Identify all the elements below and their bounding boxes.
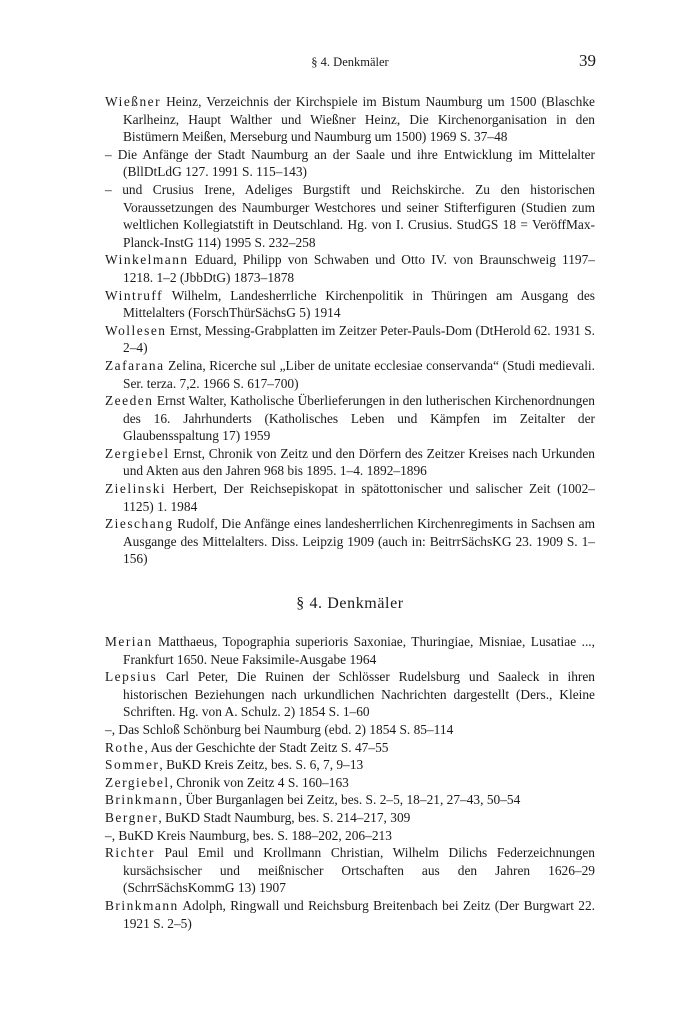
section-heading: § 4. Denkmäler: [296, 595, 404, 612]
entry-dash: –: [105, 146, 112, 162]
entry-text: Ernst, Chronik von Zeitz und den Dörfern des Zeitzer Kreises nach Urkunden und Akten aus den Jahren 968 bis 1895. 1–4. 1892–1896: [123, 445, 595, 479]
entry-dash: –: [105, 181, 112, 197]
entry-text: Rudolf, Die Anfänge eines landesherrlichen Kirchenregiments in Sachsen am Ausgange des Mittelalters. Diss. Leipzig 1909 (auch in: BeitrrSächsKG 23. 1909 S. 1–156): [123, 516, 595, 567]
entry-text: Ernst, Messing-Grabplatten im Zeitzer Peter-Pauls-Dom (DtHerold 62. 1931 S. 2–4): [123, 322, 595, 356]
running-head: [0, 53, 700, 73]
entry-text: Ernst Walter, Katholische Überlieferungen in den lutherischen Kirchenordnungen des 16. Jahrhunderts (Katholisches Leben und Kämpfen im Zeitalter der Glaubensspaltung 17) 1959: [123, 393, 595, 444]
bibliography-entry: [105, 392, 595, 445]
entry-author: Wintruff: [105, 287, 164, 303]
entry-text: , Chronik von Zeitz 4 S. 160–163: [169, 774, 349, 790]
bibliography-entry: [105, 181, 595, 251]
entry-author: Rothe: [105, 739, 145, 755]
bibliography-entry: [105, 515, 595, 568]
entry-text: Herbert, Der Reichsepiskopat in spätottonischer und salischer Zeit (1002–1125) 1. 1984: [123, 481, 595, 514]
bibliography-list-upper: [105, 93, 595, 568]
entry-text: , Das Schloß Schönburg bei Naumburg (ebd. 2) 1854 S. 85–114: [111, 721, 454, 737]
entry-author: Zeeden: [105, 393, 154, 409]
bibliography-entry: [105, 633, 595, 668]
bibliography-entry: [105, 809, 595, 827]
entry-text: Wilhelm, Landesherrliche Kirchenpolitik in Thüringen am Ausgang des Mittelalters (ForschThürSächsG 5) 1914: [123, 287, 595, 321]
entry-text: Heinz, Verzeichnis der Kirchspiele im Bistum Naumburg um 1500 (Blaschke Karlheinz, Haupt Walther und Wießner Heinz, Die Kirchenorganisation in den Bistümern Meißen, Merseburg und Naumburg um 1500) 1969 S. 37–48: [123, 94, 595, 145]
bibliography-entry: [105, 251, 595, 286]
entry-author: Zieschang: [105, 516, 174, 532]
bibliography-entry: [105, 445, 595, 480]
bibliography-entry: [105, 791, 595, 809]
page-number: 39: [579, 51, 596, 70]
entry-author: Wollesen: [105, 322, 167, 338]
bibliography-entry: [105, 668, 595, 721]
entry-author: Richter: [105, 845, 155, 861]
entry-text: Zelina, Ricerche sul „Liber de unitate ecclesiae conservanda“ (Studi medievali. Ser. terza. 7,2. 1966 S. 617–700): [123, 357, 595, 391]
bibliography-entry: [105, 357, 595, 392]
bibliography-entry: [105, 756, 595, 774]
entry-author: Zergiebel: [105, 445, 170, 461]
entry-dash: –: [105, 721, 112, 737]
entry-dash: –: [105, 827, 112, 843]
entry-author: Zafarana: [105, 357, 165, 373]
bibliography-entry: [105, 721, 595, 739]
entry-author: Lepsius: [105, 669, 158, 685]
bibliography-entry: [105, 844, 595, 897]
entry-text: , Über Burganlagen bei Zeitz, bes. S. 2–5, 18–21, 27–43, 50–54: [178, 792, 521, 808]
bibliography-entry: [105, 897, 595, 932]
entry-text: Carl Peter, Die Ruinen der Schlösser Rudelsburg und Saaleck in ihren historischen Beziehungen nach urkundlichen Nachrichten dargestellt (Ders., Kleine Schriften. Hg. von A. Schulz. 2) 1854 S. 1–60: [123, 669, 595, 720]
bibliography-list-lower: [105, 633, 595, 932]
entry-author: Bergner: [105, 809, 159, 825]
entry-text: , BuKD Stadt Naumburg, bes. S. 214–217, 309: [158, 809, 411, 825]
entry-text: , BuKD Kreis Naumburg, bes. S. 188–202, 206–213: [111, 827, 392, 843]
bibliography-entry: [105, 774, 595, 792]
bibliography-entry: [105, 827, 595, 845]
entry-author: Merian: [105, 634, 153, 649]
entry-text: , BuKD Kreis Zeitz, bes. S. 6, 7, 9–13: [159, 757, 364, 773]
entry-text: Paul Emil und Krollmann Christian, Wilhelm Dilichs Federzeichnungen kursächsischer und meißnischer Ortschaften aus den Jahren 1626–29 (SchrrSächsKommG 13) 1907: [123, 845, 595, 896]
entry-author: Sommer: [105, 757, 160, 773]
entry-author: Brinkmann: [105, 897, 179, 913]
bibliography-entry: [105, 739, 595, 757]
entry-author: Zergiebel: [105, 774, 170, 790]
bibliography-entry: [105, 480, 595, 515]
entry-author: Zielinski: [105, 481, 167, 497]
entry-author: Winkelmann: [105, 252, 189, 268]
running-title: § 4. Denkmäler: [311, 55, 389, 69]
entry-text: , Aus der Geschichte der Stadt Zeitz S. 47–55: [144, 739, 389, 755]
entry-text: Die Anfänge der Stadt Naumburg an der Saale und ihre Entwicklung im Mittelalter (BllDtLdG 127. 1991 S. 115–143): [111, 146, 595, 180]
bibliography-entry: [105, 146, 595, 181]
entry-text: Adolph, Ringwall und Reichsburg Breitenbach bei Zeitz (Der Burgwart 22. 1921 S. 2–5): [123, 897, 595, 931]
entry-author: Brinkmann: [105, 792, 179, 808]
bibliography-entry: [105, 287, 595, 322]
entry-text: Eduard, Philipp von Schwaben und Otto IV. von Braunschweig 1197–1218. 1–2 (JbbDtG) 1873–1878: [123, 252, 595, 285]
bibliography-entry: [105, 322, 595, 357]
entry-text: Matthaeus, Topographia superioris Saxoniae, Thuringiae, Misniae, Lusatiae ..., Frankfurt 1650. Neue Faksimile-Ausgabe 1964: [123, 634, 595, 667]
entry-author: Wießner: [105, 94, 162, 109]
entry-text: und Crusius Irene, Adeliges Burgstift und Reichskirche. Zu den historischen Voraussetzungen des Naumburger Westchores und seiner Stifterfiguren (Studien zum weltlichen Kollegiatstift in Deutschland. Hg. von I. Crusius. StudGS 18 = VeröffMax-Planck-InstG 114) 1995 S. 232–258: [111, 181, 595, 250]
bibliography-entry: [105, 93, 595, 146]
